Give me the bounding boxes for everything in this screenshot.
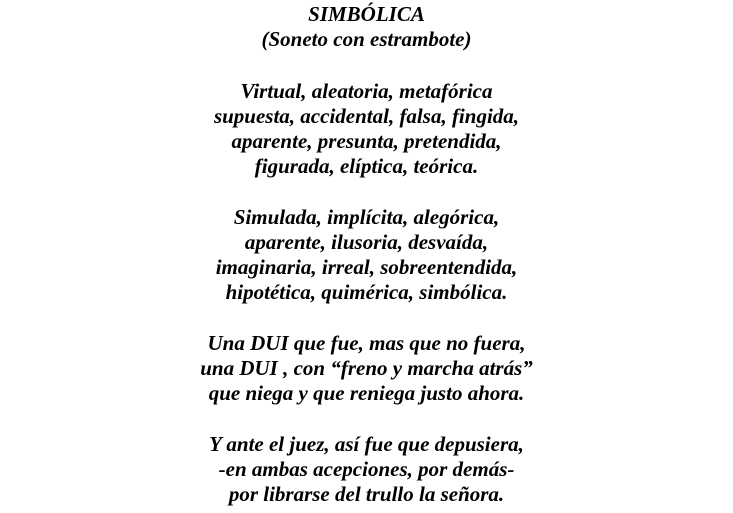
verse-line: Una DUI que fue, mas que no fuera, [207,331,526,355]
verse-line: Y ante el juez, así fue que depusiera, [209,432,524,456]
verse-line: figurada, elíptica, teórica. [254,154,479,178]
verse-line: Virtual, aleatoria, metafórica [240,79,493,103]
stanza-1 [0,79,733,179]
poem-subtitle: (Soneto con estrambote) [261,27,472,51]
verse-line: aparente, ilusoria, desvaída, [244,230,489,254]
stanza-2 [0,205,733,305]
verse-line: -en ambas acepciones, por demás- [218,457,515,481]
stanza-3 [0,331,733,406]
poem-title: SIMBÓLICA [308,2,425,26]
verse-line: hipotética, quimérica, simbólica. [225,280,508,304]
verse-line: Simulada, implícita, alegórica, [233,205,500,229]
verse-line: una DUI , con “freno y marcha atrás” [200,356,533,380]
verse-line: supuesta, accidental, falsa, fingida, [213,104,520,128]
verse-line: aparente, presunta, pretendida, [231,129,502,153]
verse-line: imaginaria, irreal, sobreentendida, [215,255,518,279]
verse-line: que niega y que reniega justo ahora. [208,381,525,405]
stanza-4 [0,432,733,507]
verse-line: por librarse del trullo la señora. [228,482,505,506]
